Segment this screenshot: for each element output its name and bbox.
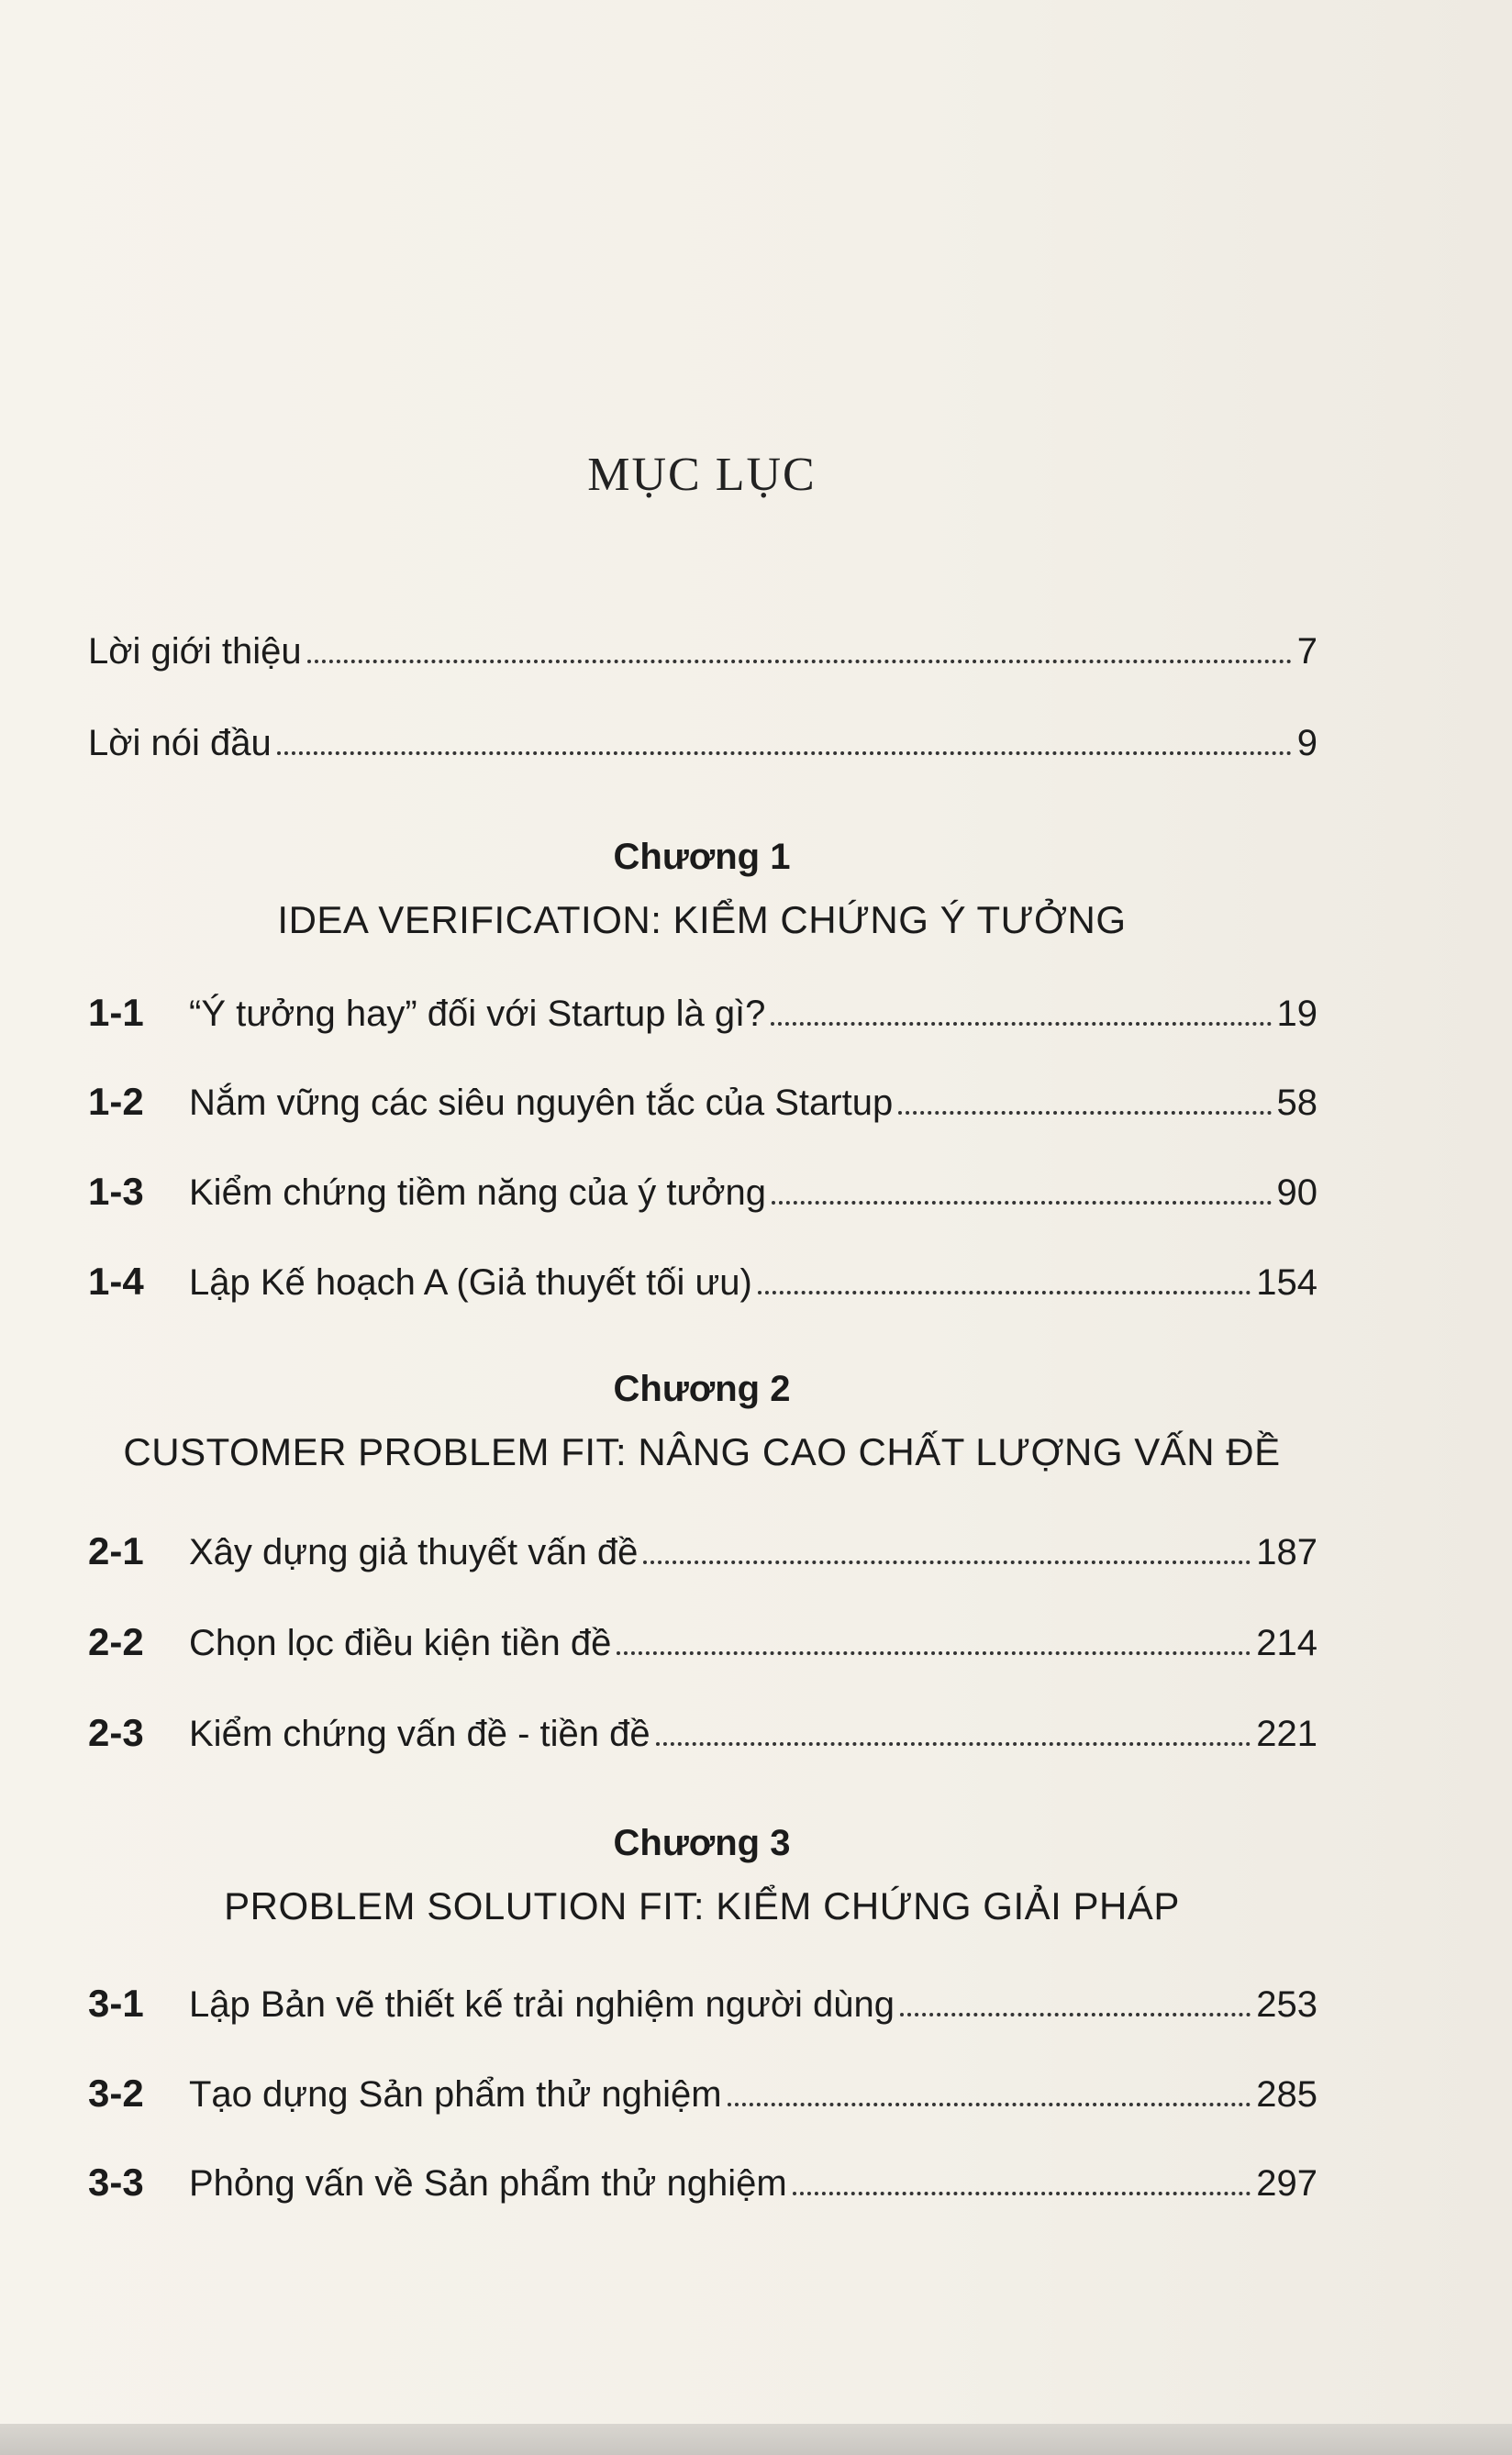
toc-page-number: 221 — [1256, 1714, 1317, 1754]
toc-entry — [88, 1246, 1317, 1301]
toc-entry-label: Xây dựng giả thuyết vấn đề — [189, 1532, 639, 1572]
toc-entry-label: Chọn lọc điều kiện tiền đề — [189, 1623, 612, 1663]
chapter-label: Chương 3 — [613, 1823, 791, 1863]
toc-page-number: 58 — [1276, 1083, 1317, 1123]
leader-dots — [900, 2012, 1251, 2016]
toc-page-number: 297 — [1256, 2163, 1317, 2204]
section-number: 3-3 — [88, 2161, 144, 2204]
toc-entry — [88, 2147, 1317, 2202]
section-number: 2-3 — [88, 1711, 144, 1754]
leader-dots — [793, 2191, 1251, 2195]
leader-dots — [772, 1200, 1272, 1205]
leader-dots — [728, 2102, 1251, 2106]
leader-dots — [277, 750, 1292, 755]
chapter-heading-1 — [0, 837, 1404, 942]
chapter-label: Chương 1 — [613, 837, 791, 877]
toc-entry-label: Lời giới thiệu — [88, 631, 302, 672]
leader-dots — [656, 1741, 1251, 1746]
leader-dots — [758, 1290, 1251, 1294]
leader-dots — [771, 1021, 1271, 1026]
toc-entry — [88, 1516, 1317, 1571]
leader-dots — [617, 1650, 1251, 1655]
section-number: 3-2 — [88, 2072, 144, 2115]
toc-entry — [88, 1606, 1317, 1661]
page-title: MỤC LỤC — [587, 449, 817, 501]
toc-entry — [88, 1066, 1317, 1121]
section-number: 2-2 — [88, 1620, 144, 1663]
section-number: 1-1 — [88, 991, 144, 1034]
toc-entry-preface — [88, 706, 1317, 761]
chapter-title: CUSTOMER PROBLEM FIT: NÂNG CAO CHẤT LƯỢNG VẤN ĐỀ — [123, 1430, 1281, 1473]
section-number: 1-4 — [88, 1260, 144, 1303]
toc-entry-label: Lập Bản vẽ thiết kế trải nghiệm người dùng — [189, 1984, 895, 2025]
toc-entry-label: Lời nói đầu — [88, 723, 272, 763]
toc-page-number: 214 — [1256, 1623, 1317, 1663]
toc-entry-intro — [88, 615, 1317, 670]
leader-dots — [898, 1110, 1271, 1115]
leader-dots — [307, 659, 1292, 663]
toc-entry-label: Kiểm chứng tiềm năng của ý tưởng — [189, 1172, 766, 1213]
page-bottom-edge — [0, 2424, 1512, 2455]
toc-entry-label: Tạo dựng Sản phẩm thử nghiệm — [189, 2074, 722, 2115]
toc-entry-label: Nắm vững các siêu nguyên tắc của Startup — [189, 1083, 894, 1123]
section-number: 3-1 — [88, 1982, 144, 2025]
toc-page-number: 285 — [1256, 2074, 1317, 2115]
toc-page-number: 19 — [1276, 994, 1317, 1034]
chapter-heading-2 — [0, 1369, 1404, 1474]
chapter-label: Chương 2 — [613, 1369, 791, 1409]
section-number: 1-2 — [88, 1080, 144, 1123]
toc-page-number: 154 — [1256, 1262, 1317, 1303]
toc-page-number: 187 — [1256, 1532, 1317, 1572]
chapter-title: PROBLEM SOLUTION FIT: KIỂM CHỨNG GIẢI PHÁP — [224, 1884, 1180, 1927]
toc-entry-label: “Ý tưởng hay” đối với Startup là gì? — [189, 994, 766, 1034]
toc-entry-label: Kiểm chứng vấn đề - tiền đề — [189, 1714, 650, 1754]
toc-page-number: 7 — [1296, 631, 1317, 672]
toc-entry — [88, 1968, 1317, 2023]
toc-entry — [88, 1156, 1317, 1211]
toc-entry — [88, 2058, 1317, 2113]
leader-dots — [643, 1560, 1251, 1564]
chapter-title: IDEA VERIFICATION: KIỂM CHỨNG Ý TƯỞNG — [277, 898, 1127, 941]
section-number: 1-3 — [88, 1170, 144, 1213]
toc-entry — [88, 977, 1317, 1032]
toc-entry-label: Phỏng vấn về Sản phẩm thử nghiệm — [189, 2163, 787, 2204]
toc-page-number: 253 — [1256, 1984, 1317, 2025]
section-number: 2-1 — [88, 1529, 144, 1572]
toc-entry — [88, 1697, 1317, 1752]
toc-page-number: 9 — [1296, 723, 1317, 763]
toc-page-number: 90 — [1276, 1172, 1317, 1213]
toc-entry-label: Lập Kế hoạch A (Giả thuyết tối ưu) — [189, 1262, 752, 1303]
chapter-heading-3 — [0, 1823, 1404, 1928]
